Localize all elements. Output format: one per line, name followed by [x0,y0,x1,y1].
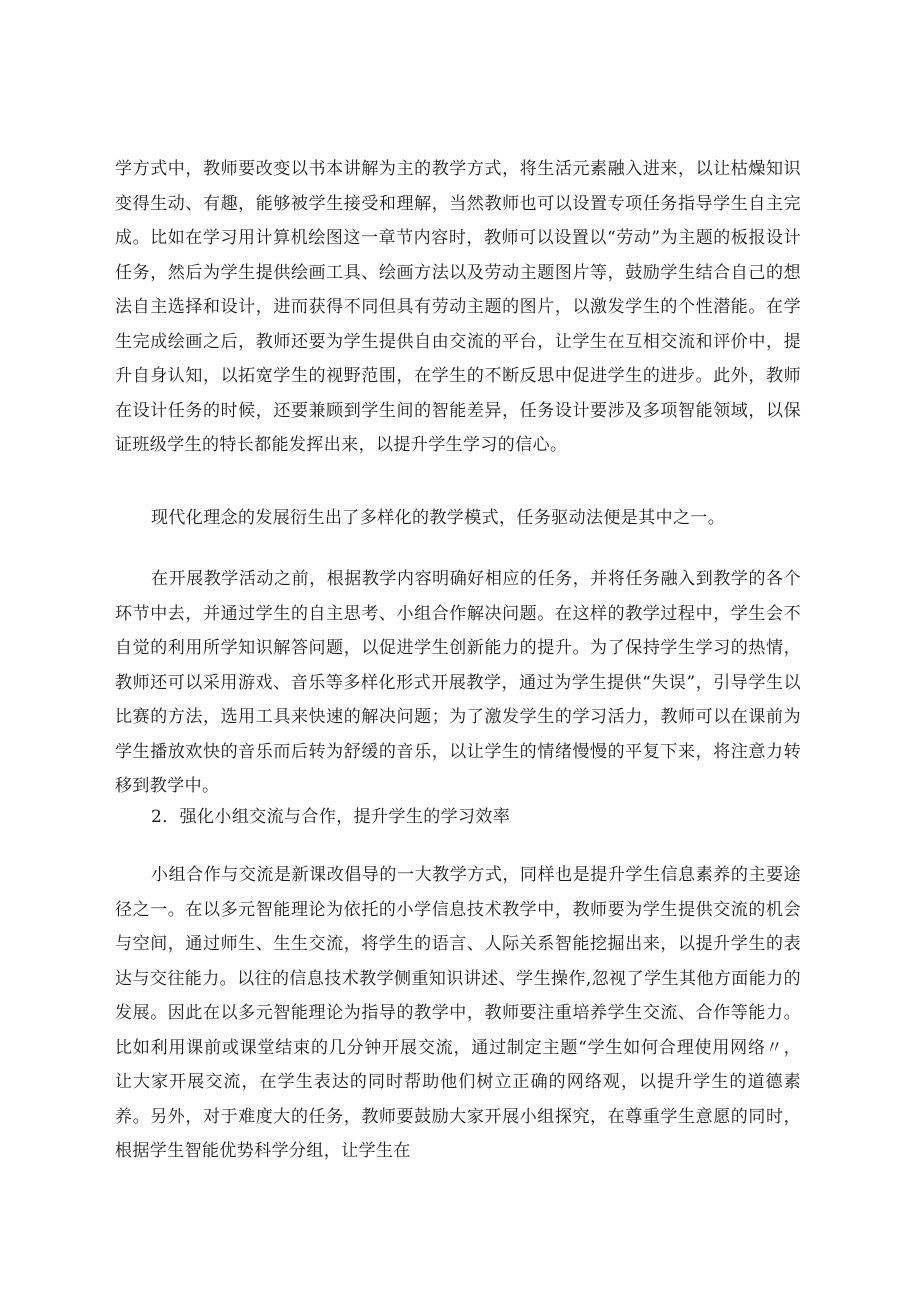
body-paragraph-3: 在开展教学活动之前，根据教学内容明确好相应的任务，并将任务融入到教学的各个环节中去，并通过学生的自主思考、小组合作解决问题。在这样的教学过程中，学生会不自觉的利用所学知识解答问题，以促进学生创新能力的提升。为了保持学生学习的热情，教师还可以采用游戏、音乐等多样化形式开展教学，通过为学生提供“失误”，引导学生以比赛的方法，选用工具来快速的解决问题；为了激发学生的学习活力，教师可以在课前为学生播放欢快的音乐而后转为舒缓的音乐，以让学生的情绪慢慢的平复下来，将注意力转移到教学中。 [115,569,801,796]
body-paragraph-2: 现代化理念的发展衍生出了多样化的教学模式，任务驱动法便是其中之一。 [151,508,726,528]
section-heading: 2．强化小组交流与合作，提升学生的学习效率 [151,807,511,827]
body-paragraph-4: 小组合作与交流是新课改倡导的一大教学方式，同样也是提升学生信息素养的主要途径之一。在以多元智能理论为依托的小学信息技术教学中，教师要为学生提供交流的机会与空间，通过师生、生生交流，将学生的语言、人际关系智能挖掘出来，以提升学生的表达与交往能力。以往的信息技术教学侧重知识讲述、学生操作,忽视了学生其他方面能力的发展。因此在以多元智能理论为指导的教学中，教师要注重培养学生交流、合作等能力。比如利用课前或课堂结束的几分钟开展交流，通过制定主题“学生如何合理使用网络〃，让大家开展交流，在学生表达的同时帮助他们树立正确的网络观，以提升学生的道德素养。另外，对于难度大的任务，教师要鼓励大家开展小组探究，在尊重学生意愿的同时，根据学生智能优势科学分组，让学生在 [115,865,801,1161]
body-paragraph-1: 学方式中，教师要改变以书本讲解为主的教学方式，将生活元素融入进来，以让枯燥知识变得生动、有趣，能够被学生接受和理解，当然教师也可以设置专项任务指导学生自主完成。比如在学习用计算机绘图这一章节内容时，教师可以设置以“劳动”为主题的板报设计任务，然后为学生提供绘画工具、绘画方法以及劳动主题图片等，鼓励学生结合自己的想法自主选择和设计，进而获得不同但具有劳动主题的图片，以激发学生的个性潜能。在学生完成绘画之后，教师还要为学生提供自由交流的平台，让学生在互相交流和评价中，提升自身认知，以拓宽学生的视野范围，在学生的不断反思中促进学生的进步。此外，教师在设计任务的时候，还要兼顾到学生间的智能差异，任务设计要涉及多项智能领域，以保证班级学生的特长都能发挥出来，以提升学生学习的信心。 [115,159,801,455]
